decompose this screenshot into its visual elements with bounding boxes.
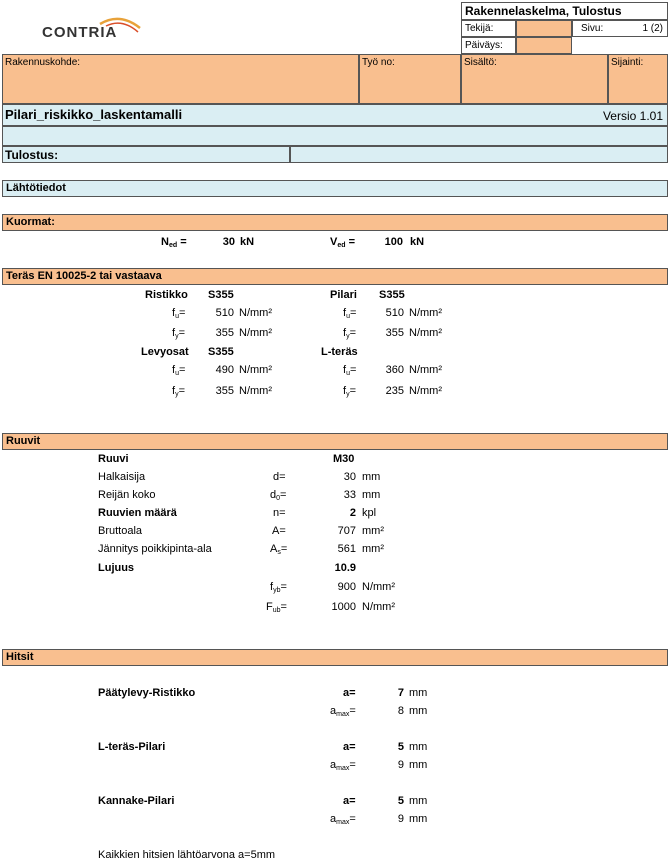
tulostus-row [2, 146, 290, 163]
maara-label: Ruuvien määrä [98, 507, 177, 519]
l-fu-val: 360 [385, 364, 404, 376]
ved-unit: kN [410, 236, 425, 248]
ristikko-fu-unit: N/mm² [239, 307, 272, 319]
doc-title: Rakennelaskelma, Tulostus [465, 4, 622, 18]
lteras-label: L-teräs [321, 346, 358, 358]
levyosat-grade: S355 [208, 346, 234, 358]
fyb-unit: N/mm² [362, 581, 395, 593]
weld-a-unit: mm [409, 741, 428, 753]
weld-a-sym: a= [343, 741, 356, 753]
weld-a-unit: mm [409, 687, 428, 699]
sijainti-field[interactable] [608, 54, 668, 104]
weld-amax-unit: mm [409, 813, 428, 825]
kohde-field[interactable] [2, 54, 359, 104]
l-fy-unit: N/mm² [409, 385, 442, 397]
tyono-label: Työ no: [362, 57, 395, 68]
steel-header: Teräs EN 10025-2 tai vastaava [2, 268, 668, 285]
tulostus-label: Tulostus: [5, 148, 59, 162]
lahtotiedot-header: Lähtötiedot [2, 180, 668, 197]
ned-label: $N_{ed}$ = [161, 236, 187, 249]
kohde-label: Rakennuskohde: [5, 57, 81, 68]
weld-amax-val: 8 [397, 705, 404, 717]
model-version: Versio 1.01 [602, 109, 663, 123]
weld-a-val: 7 [397, 687, 404, 699]
tyono-field[interactable] [359, 54, 461, 104]
ved-value: 100 [384, 236, 403, 248]
weld-a-sym: a= [343, 795, 356, 807]
ned-value: 30 [222, 236, 235, 248]
weld-amax-sym: $a_{max}=$ [330, 813, 356, 826]
jannitys-sym: $A_s=$ [270, 543, 288, 556]
weld-name: L-teräs-Pilari [98, 741, 166, 753]
model-title-bar [2, 104, 668, 126]
paivays-label-cell [461, 37, 516, 54]
tekija-label-cell [461, 20, 516, 37]
paivays-label: Päiväys: [465, 40, 503, 51]
lujuus-val: 10.9 [334, 562, 356, 574]
kuormat-header: Kuormat: [2, 214, 668, 231]
l-fy-val: 235 [385, 385, 404, 397]
levy-fy-sym: $f_y=$ [172, 385, 185, 398]
ruuvi-label: Ruuvi [98, 453, 129, 465]
weld-note: Kaikkien hitsien lähtöarvona a=5mm [98, 849, 276, 861]
maara-unit: kpl [362, 507, 377, 519]
jannitys-label: Jännitys poikkipinta-ala [98, 543, 212, 555]
weld-a-val: 5 [397, 795, 404, 807]
brutto-sym: A= [272, 525, 286, 537]
fub-val: 1000 [331, 601, 356, 613]
fub-sym: $F_{ub}=$ [266, 601, 287, 614]
maara-sym: n= [273, 507, 286, 519]
reija-label: Reijän koko [98, 489, 156, 501]
brutto-label: Bruttoala [98, 525, 143, 537]
halkaisija-label: Halkaisija [98, 471, 146, 483]
weld-a-val: 5 [397, 741, 404, 753]
ristikko-fy-val: 355 [215, 327, 234, 339]
weld-a-unit: mm [409, 795, 428, 807]
ristikko-label: Ristikko [145, 289, 188, 301]
l-fy-sym: $f_y=$ [343, 385, 356, 398]
brutto-val: 707 [337, 525, 356, 537]
pilari-grade: S355 [379, 289, 405, 301]
levy-fy-unit: N/mm² [239, 385, 272, 397]
doc-title-cell [461, 2, 668, 20]
weld-amax-sym: $a_{max}=$ [330, 759, 356, 772]
weld-a-sym: a= [343, 687, 356, 699]
ruuvit-header: Ruuvit [2, 433, 668, 450]
sivu-value: 1 (2) [642, 23, 663, 34]
weld-name: Päätylevy-Ristikko [98, 687, 196, 699]
levy-fu-val: 490 [215, 364, 234, 376]
contria-logo [40, 14, 150, 44]
blank-blue-row [2, 126, 668, 146]
l-fu-unit: N/mm² [409, 364, 442, 376]
pilari-fy-unit: N/mm² [409, 327, 442, 339]
fub-unit: N/mm² [362, 601, 395, 613]
jannitys-unit: mm² [362, 543, 384, 555]
ned-unit: kN [240, 236, 255, 248]
sivu-cell [572, 20, 668, 37]
halkaisija-sym: d= [273, 471, 286, 483]
ristikko-grade: S355 [208, 289, 234, 301]
model-name: Pilari_riskikko_laskentamalli [5, 107, 183, 122]
levy-fy-val: 355 [215, 385, 234, 397]
sivu-label: Sivu: [581, 23, 604, 34]
halkaisija-unit: mm [362, 471, 381, 483]
ristikko-fu-sym: $f_u=$ [172, 307, 186, 320]
sijainti-label: Sijainti: [611, 57, 644, 68]
pilari-label: Pilari [330, 289, 357, 301]
tekija-field[interactable] [516, 20, 572, 37]
pilari-fu-val: 510 [385, 307, 404, 319]
fyb-val: 900 [337, 581, 356, 593]
reija-unit: mm [362, 489, 381, 501]
lujuus-label: Lujuus [98, 562, 135, 574]
weld-amax-unit: mm [409, 705, 428, 717]
jannitys-val: 561 [337, 543, 356, 555]
weld-amax-val: 9 [397, 813, 404, 825]
weld-amax-unit: mm [409, 759, 428, 771]
maara-val: 2 [349, 507, 356, 519]
ved-label: $V_{ed}$ = [330, 236, 356, 249]
levy-fu-unit: N/mm² [239, 364, 272, 376]
weld-amax-sym: $a_{max}=$ [330, 705, 356, 718]
ristikko-fu-val: 510 [215, 307, 234, 319]
ristikko-fy-sym: $f_y=$ [172, 327, 185, 340]
paivays-field[interactable] [516, 37, 572, 54]
tulostus-field[interactable] [290, 146, 668, 163]
sisalto-label: Sisältö: [464, 57, 497, 68]
tekija-label: Tekijä: [465, 23, 494, 34]
sisalto-field[interactable] [461, 54, 608, 104]
l-fu-sym: $f_u=$ [343, 364, 357, 377]
reija-sym: $d_0=$ [270, 489, 287, 502]
levy-fu-sym: $f_u=$ [172, 364, 186, 377]
logo-text: CONTRIA [42, 24, 118, 41]
weld-name: Kannake-Pilari [98, 795, 175, 807]
hitsit-header: Hitsit [2, 649, 668, 666]
reija-val: 33 [343, 489, 356, 501]
pilari-fu-sym: $f_u=$ [343, 307, 357, 320]
ristikko-fy-unit: N/mm² [239, 327, 272, 339]
pilari-fy-val: 355 [385, 327, 404, 339]
ruuvi-value: M30 [333, 453, 355, 465]
fyb-sym: $f_{yb}=$ [270, 581, 287, 594]
pilari-fu-unit: N/mm² [409, 307, 442, 319]
pilari-fy-sym: $f_y=$ [343, 327, 356, 340]
weld-amax-val: 9 [397, 759, 404, 771]
halkaisija-val: 30 [343, 471, 356, 483]
levyosat-label: Levyosat [141, 346, 189, 358]
brutto-unit: mm² [362, 525, 384, 537]
